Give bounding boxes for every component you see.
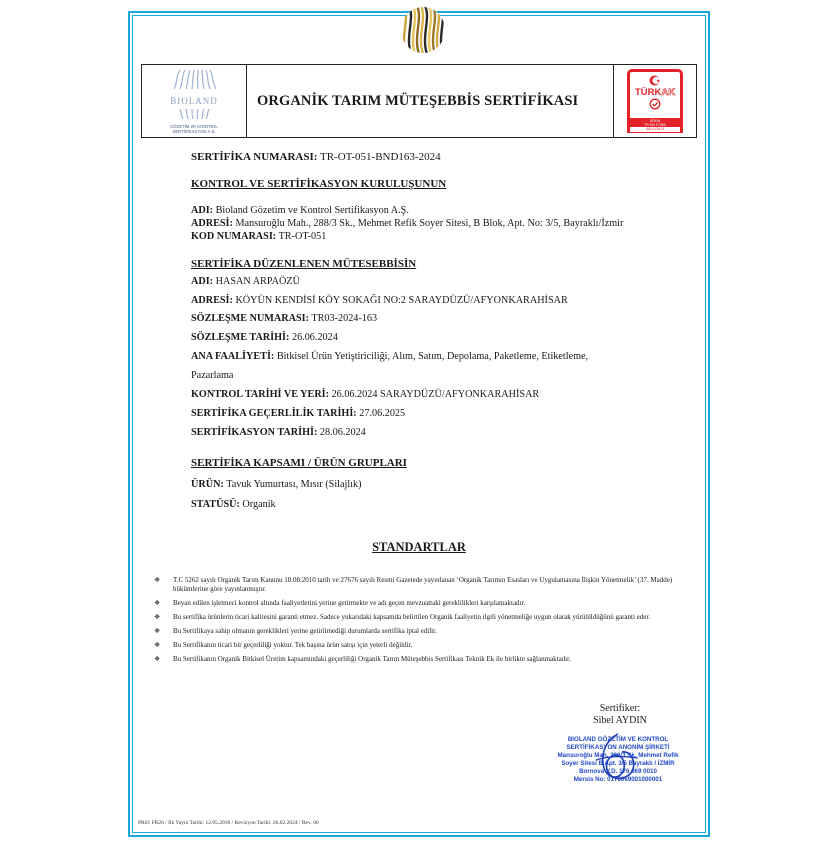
diamond-bullet-icon: ❖ [154,627,161,635]
certificate-title: ORGANİK TARIM MÜTEŞEBBİS SERTİFİKASI [257,92,579,109]
turkak-band-line-2: TS EN 17065 [644,123,666,128]
stamp-line: Mansuroğlu Mah. 288/3 Sk. Mehmet Refik [557,752,679,759]
control-body-code [191,231,326,242]
main-activity [191,351,588,362]
list-item [154,627,702,636]
bioland-globe-lower-icon [164,109,224,119]
turkak-accreditation-band [627,118,683,133]
entrepreneur-address [191,295,568,306]
standards-title: STANDARTLAR [372,540,466,554]
stamp-line: SERTİFİKASYON ANONİM ŞİRKETİ [566,744,670,751]
diamond-bullet-icon: ❖ [154,613,161,621]
certificate-number-value: TR-OT-051-BND163-2024 [320,151,441,163]
contract-number [191,313,377,324]
field-value: Organik [242,499,276,510]
bioland-globe-icon [164,69,224,91]
field-value: 26.06.2024 [291,332,338,343]
field-label: SERTİFİKASYON TARİHİ: [191,427,318,438]
company-stamp [528,736,708,784]
field-label: KOD NUMARASI: [191,231,277,242]
field-label: KONTROL TARİHİ VE YERİ: [191,389,330,400]
list-item [154,641,702,650]
turkak-word-turk: TÜRK [634,87,662,98]
validity-date [191,408,405,419]
handwritten-signature-icon [588,730,644,788]
list-item-text: Bu sertifika ürünlerin ticari kalitesini garanti etmez. Sadece yukarıdaki kapsamda belirtilen Organik faaliyetin ilgili yönetmeliğe uygun olarak yürütüldüğünü garanti eder. [173,613,651,621]
signatory-role: Sertifiker: [599,703,641,714]
field-label: ADRESİ: [191,295,233,306]
field-label: SÖZLEŞME TARİHİ: [191,332,290,343]
document-footer: PR01 FR20 / İlk Yayın Tarihi: 12.05.2018 / Revizyon Tarihi: 26.02.2024 / Rev. 06 [138,820,319,826]
list-item [154,599,702,608]
bioland-logo-subtitle-1: GÖZETİM VE KONTROL [170,123,218,129]
contract-date [191,332,338,343]
field-value: Tavuk Yumurtası, Mısır (Silajlık) [226,479,362,490]
gold-globe-emblem-icon [400,6,446,54]
field-value: TR-OT-051 [278,231,327,242]
field-label: SÖZLEŞME NUMARASI: [191,313,310,324]
list-item [154,613,702,622]
list-item [154,576,702,594]
entrepreneur-section-title: SERTİFİKA DÜZENLENEN MÜTESEBBİSİN [191,258,417,270]
turkak-word-ak: AK [661,87,676,98]
bioland-logo-subtitle-2: SERTİFİKASYON A.Ş. [172,128,216,134]
field-label: ADI: [191,276,214,287]
turkak-band-line-3: AB-0139-Ü [630,127,680,131]
control-body-address [191,218,623,229]
field-value: 26.06.2024 SARAYDÜZÜ/AFYONKARAHİSAR [331,389,540,400]
certificate-number-label: SERTİFİKA NUMARASI: [191,151,318,163]
main-activity-continued: Pazarlama [191,370,234,381]
list-item-text: T.C 5262 sayılı Organik Tarım Kanunu 18.08.2010 tarih ve 27676 sayılı Resmi Gazetede yayınlanan ‘Organik Tarımın Esasları ve Uygulamasına İlişkin Yönetmelik’ (37. Madde) hükümlerine göre yayınlanmıştır. [173,576,673,593]
stamp-line: Bornova V.D. 176 069 0010 [579,768,657,775]
stamp-line: BIOLAND GÖZETİM VE KONTROL [567,736,669,743]
field-value: HASAN ARPAÖZÜ [215,276,300,287]
field-value: 28.06.2024 [319,427,366,438]
diamond-bullet-icon: ❖ [154,641,161,649]
certificate-number [191,151,441,163]
control-body-section-title: KONTROL VE SERTİFİKASYON KURULUŞUNUN [191,178,447,190]
field-value: TR03-2024-163 [311,313,378,324]
bioland-logo-name: BIOLAND [170,95,218,106]
certification-date [191,427,366,438]
field-label: SERTİFİKA GEÇERLİLİK TARİHİ: [191,408,357,419]
stamp-line: Mersis No: 0176069001000001 [573,776,663,783]
standards-list [154,576,702,669]
diamond-bullet-icon: ❖ [154,599,161,607]
checkmark-circle-icon [649,98,661,110]
certificate-header [141,64,697,138]
field-label: ÜRÜN: [191,479,224,490]
control-body-name [191,205,409,216]
field-value: KÖYÜN KENDİSİ KÖY SOKAĞI NO:2 SARAYDÜZÜ/AFYONKARAHİSAR [235,295,568,306]
field-value: Bitkisel Ürün Yetiştiriciliği, Alım, Satım, Depolama, Paketleme, Etiketleme, [276,351,589,362]
crescent-star-icon [649,75,661,86]
control-date-place [191,389,539,400]
signatory [560,703,680,727]
diamond-bullet-icon: ❖ [154,655,161,663]
field-value: Bioland Gözetim ve Kontrol Sertifikasyon A.Ş. [215,205,409,216]
field-label: STATÜSÜ: [191,499,240,510]
turkak-logo [613,65,696,137]
scope-section-title: SERTİFİKA KAPSAMI / ÜRÜN GRUPLARI [191,457,407,469]
list-item-text: Bu Sertifikanın ticari bir geçerliliği yoktur. Tek başına ürün satışı için yeterli değildir. [173,641,413,649]
bioland-logo [142,65,247,137]
field-value: 27.06.2025 [359,408,406,419]
field-label: ADRESİ: [191,218,233,229]
product [191,479,362,490]
field-value: Mansuroğlu Mah., 288/3 Sk., Mehmet Refik Soyer Sitesi, B Blok, Apt. No: 3/5, Bayraklı/İzmir [235,218,624,229]
diamond-bullet-icon: ❖ [154,576,161,584]
list-item [154,655,702,664]
entrepreneur-name [191,276,300,287]
stamp-line: Soyer Sitesi B Apt. 3/5 Bayraklı / İZMİR [561,760,675,767]
signatory-name: Sibel AYDIN [593,715,647,726]
field-label: ANA FAALİYETİ: [191,351,275,362]
list-item-text: Beyan edilen işletmeci kontrol altında faaliyetlerini yerine getirmekte ve adı geçen mevzuattaki gereklilikleri karşılamaktadır. [173,599,526,607]
list-item-text: Bu Sertifikaya sahip olmanın gereklikleri yerine getirilmediği durumlarda sertifika iptal edilir. [173,627,437,635]
field-label: ADI: [191,205,214,216]
list-item-text: Bu Sertifikanın Organik Bitkisel Üretim kapsamındaki geçerliliği Organik Tarım Müteşebbis Sertifikası Teknik Ek ile birlikte sağlanmaktadır. [173,655,571,663]
status [191,499,276,510]
turkak-band-line-1: ÜRÜN [649,119,661,123]
